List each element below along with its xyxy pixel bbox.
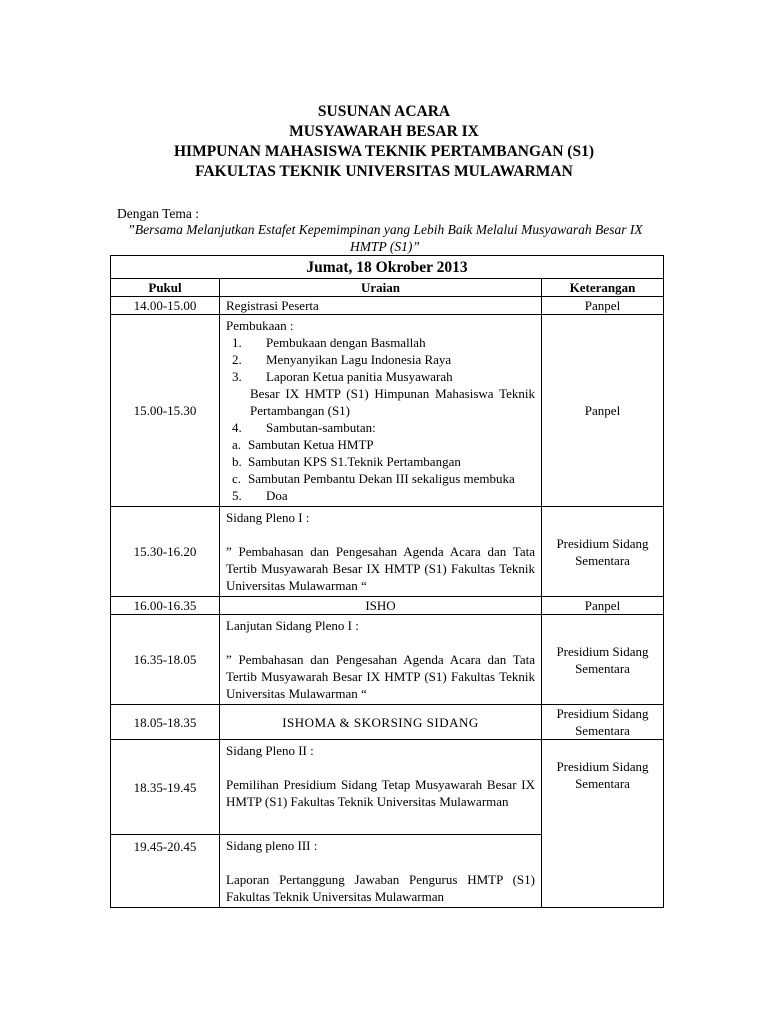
desc-heading: Sidang pleno III : [226,838,318,853]
time-cell: 18.05-18.35 [111,705,220,740]
table-row [111,315,664,507]
note-cell: Panpel [542,597,664,615]
time-cell: 16.35-18.05 [111,615,220,705]
desc-heading: Lanjutan Sidang Pleno I : [226,618,359,633]
note-cell: Presidium Sidang Sementara [542,615,664,705]
title-line-3: HIMPUNAN MAHASISWA TEKNIK PERTAMBANGAN (S1) [174,143,594,160]
list-item [226,487,535,504]
schedule-table [110,255,664,908]
list-number: 1. [232,335,242,350]
day-header: Jumat, 18 Okrober 2013 [111,256,664,279]
list-item [226,351,535,368]
time-cell: 18.35-19.45 [111,740,220,835]
desc-cell [220,507,542,597]
day-header-row [111,256,664,279]
list-text: Pembukaan dengan Basmallah [266,335,426,350]
sub-list-item [226,436,535,453]
desc-body: Laporan Pertanggung Jawaban Pengurus HMTP (S1) Fakultas Teknik Universitas Mulawarman [226,872,535,904]
list-number: 4. [232,420,242,435]
time-cell: 19.45-20.45 [111,835,220,908]
note-cell: Presidium Sidang Sementara [542,740,664,908]
list-text: Menyanyikan Lagu Indonesia Raya [266,352,452,367]
table-row [111,597,664,615]
desc-body: ” Pembahasan dan Pengesahan Agenda Acara dan Tata Tertib Musyawarah Besar IX HMTP (S1) Fakultas Teknik Universitas Mulawarman “ [226,652,535,701]
desc-body: Pemilihan Presidium Sidang Tetap Musyawarah Besar IX HMTP (S1) Fakultas Teknik Universitas Mulawarman [226,777,535,809]
column-header-note: Keterangan [542,279,664,297]
desc-cell [220,315,542,507]
sub-list-text: Sambutan Pembantu Dekan III sekaligus membuka [248,471,515,486]
desc-cell [220,615,542,705]
desc-cell [220,835,542,908]
list-item [226,334,535,351]
list-text: Laporan Ketua panitia Musyawarah [266,369,453,384]
column-header-desc: Uraian [220,279,542,297]
title-line-2: MUSYAWARAH BESAR IX [289,123,479,140]
theme-text: ”Bersama Melanjutkan Estafet Kepemimpinan yang Lebih Baik Melalui Musyawarah Besar IX HMTP (S1)” [127,222,643,254]
sub-list-letter: a. [232,437,242,452]
sub-list-letter: c. [232,471,242,486]
time-cell: 14.00-15.00 [111,297,220,315]
list-item [226,419,535,436]
list-item [226,368,535,385]
theme-label: Dengan Tema : [117,206,200,221]
table-row [111,297,664,315]
table-row [111,507,664,597]
list-number: 3. [232,369,242,384]
desc-cell: ISHO [220,597,542,615]
list-text: Doa [266,488,288,503]
column-header-row [111,279,664,297]
sub-list-text: Sambutan KPS S1.Teknik Pertambangan [248,454,461,469]
note-cell: Panpel [542,297,664,315]
desc-body: ” Pembahasan dan Pengesahan Agenda Acara dan Tata Tertib Musyawarah Besar IX HMTP (S1) Fakultas Teknik Universitas Mulawarman “ [226,544,535,593]
sub-list-item [226,453,535,470]
column-header-time: Pukul [111,279,220,297]
desc-cell [220,740,542,835]
list-text-continued: Besar IX HMTP (S1) Himpunan Mahasiswa Teknik Pertambangan (S1) [250,386,535,418]
list-number: 2. [232,352,242,367]
list-number: 5. [232,488,242,503]
table-row [111,740,664,835]
title-line-1: SUSUNAN ACARA [317,103,451,120]
table-row [111,705,664,740]
sub-list-item [226,470,535,487]
sub-list-text: Sambutan Ketua HMTP [248,437,374,452]
desc-heading: Sidang Pleno II : [226,743,314,758]
document-title [0,102,768,182]
title-line-4: FAKULTAS TEKNIK UNIVERSITAS MULAWARMAN [195,163,573,180]
time-cell: 15.30-16.20 [111,507,220,597]
desc-heading: Pembukaan : [226,318,294,333]
table-row [111,615,664,705]
note-cell: Panpel [542,315,664,507]
sub-list-letter: b. [232,454,242,469]
desc-cell: Registrasi Peserta [220,297,542,315]
desc-heading: Sidang Pleno I : [226,510,310,525]
note-cell: Presidium Sidang Sementara [542,507,664,597]
list-text: Sambutan-sambutan: [266,420,376,435]
time-cell: 15.00-15.30 [111,315,220,507]
time-cell: 16.00-16.35 [111,597,220,615]
desc-cell: ISHOMA & SKORSING SIDANG [220,705,542,740]
note-cell: Presidium Sidang Sementara [542,705,664,740]
